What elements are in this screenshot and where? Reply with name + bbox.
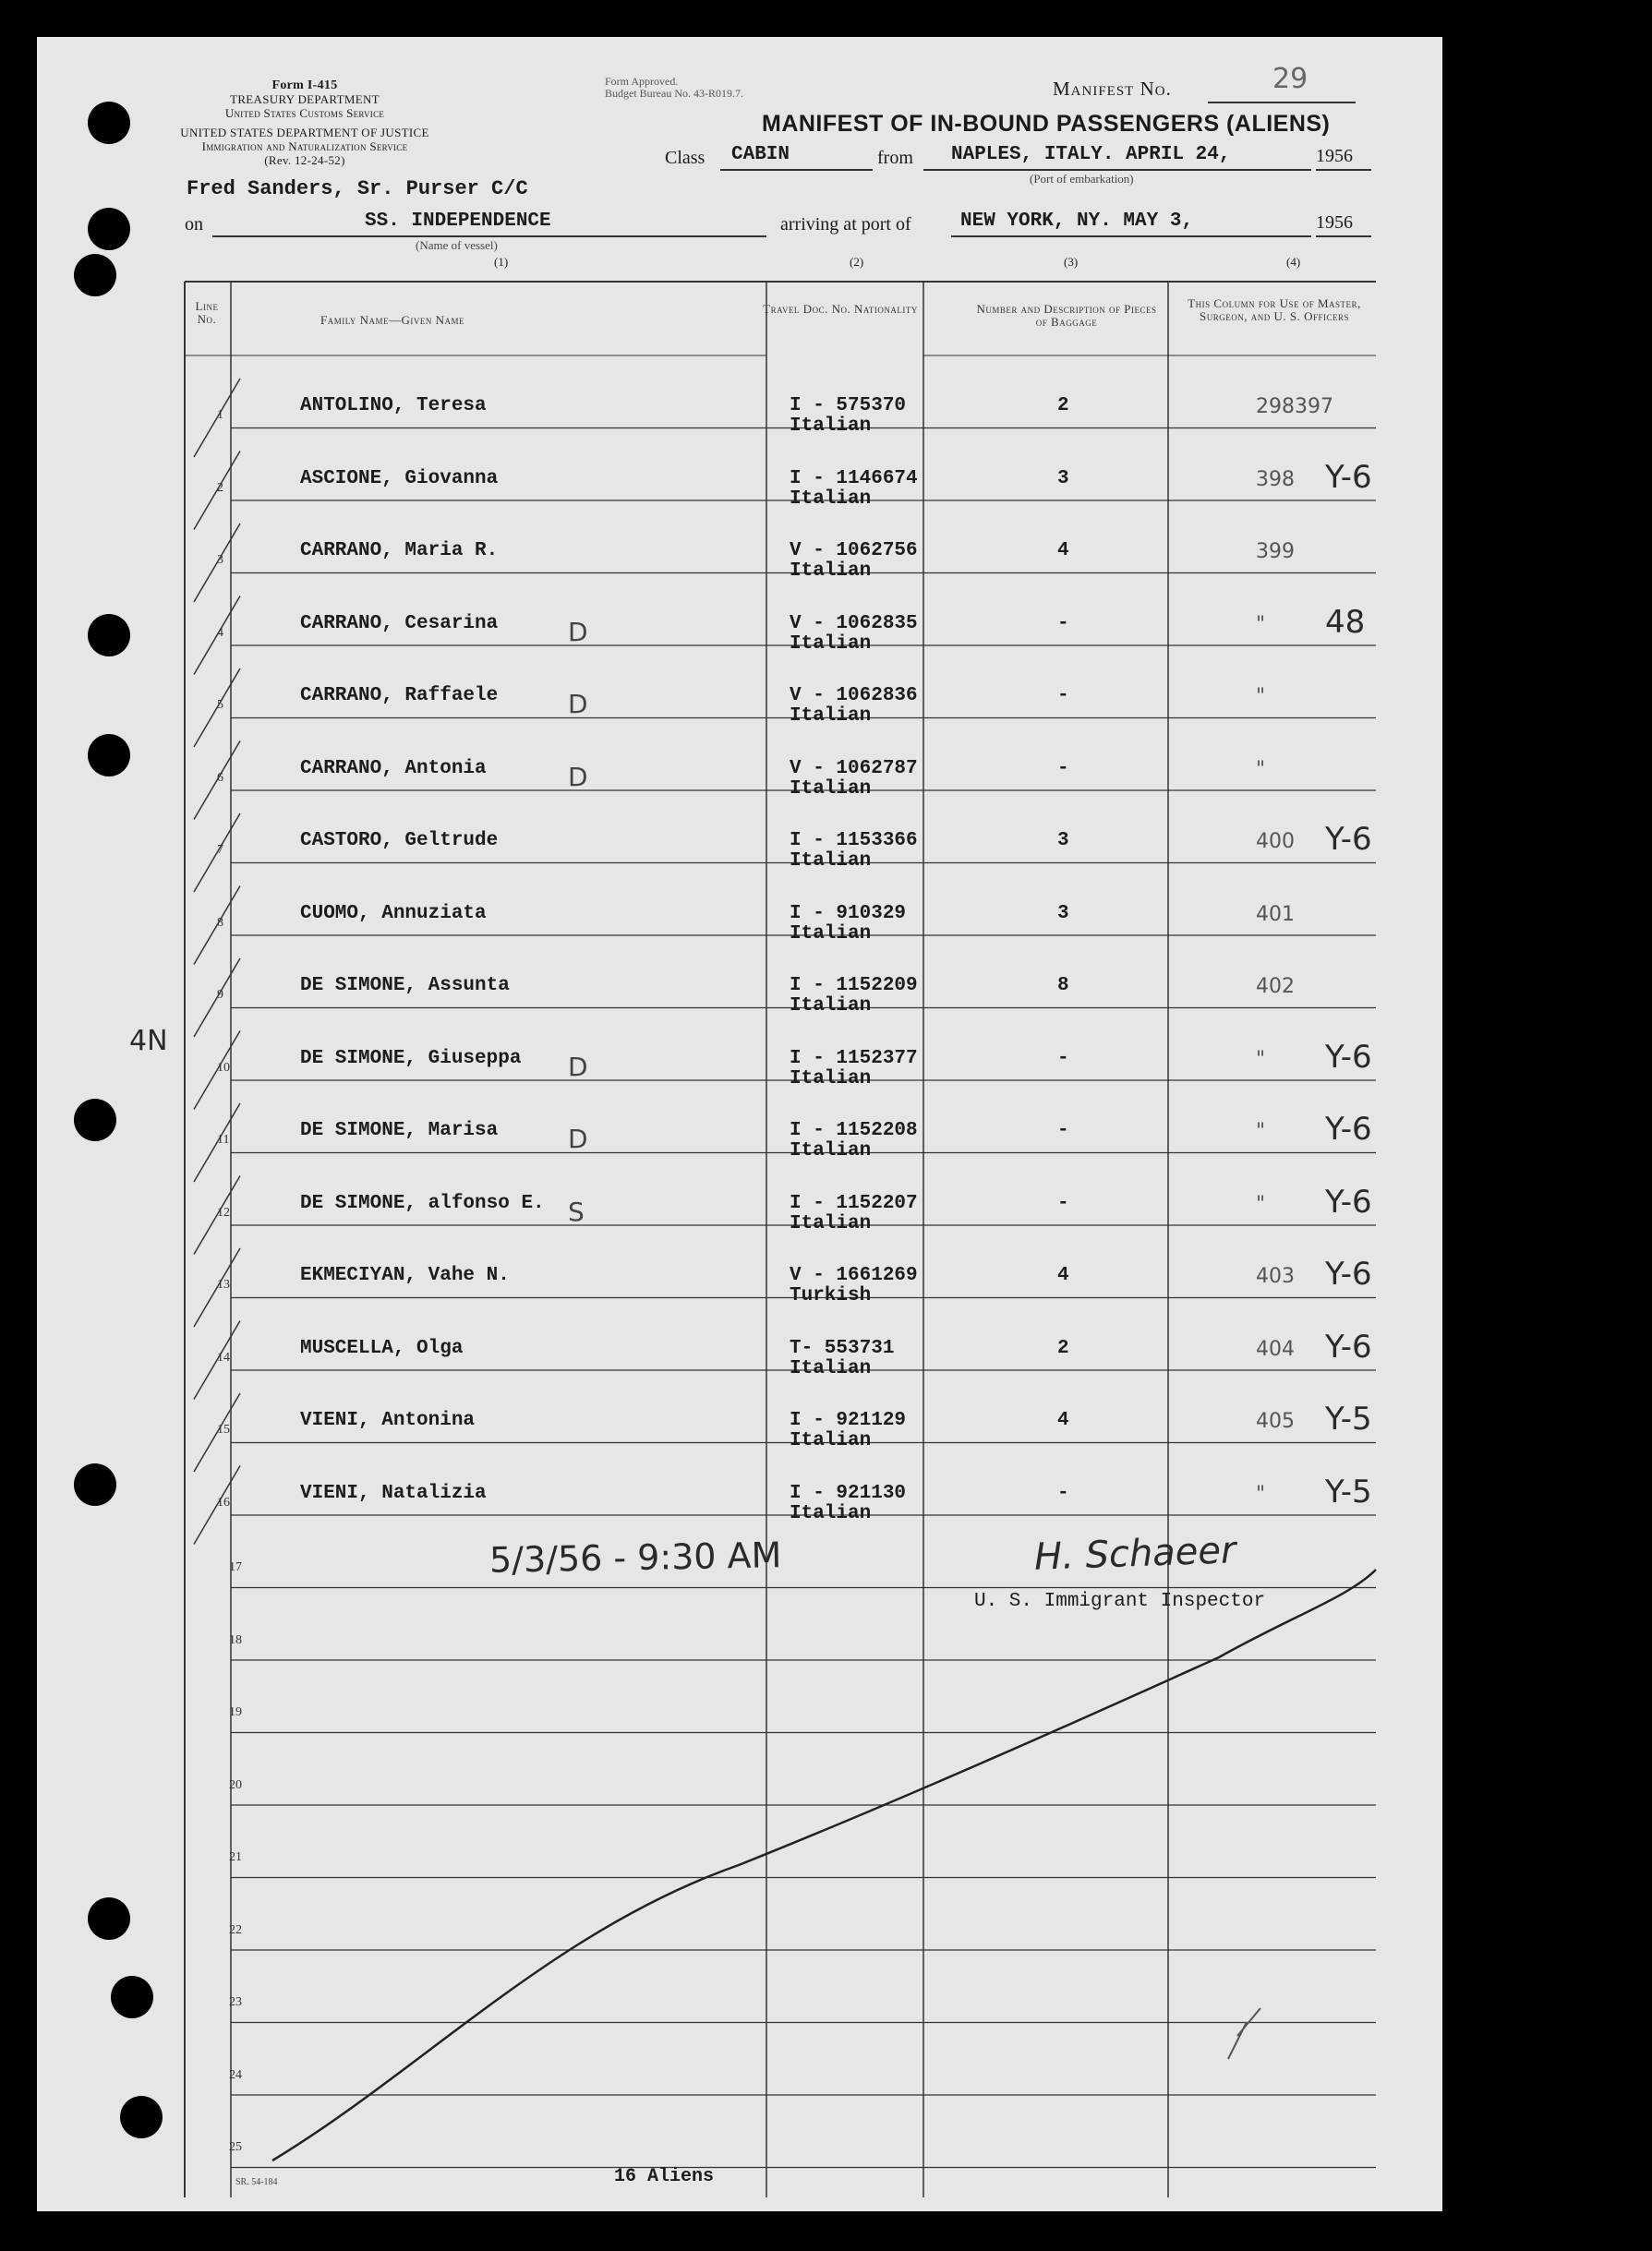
passenger-name: EKMECIYAN, Vahe N. [300, 1265, 510, 1286]
baggage-count: 2 [1057, 395, 1069, 416]
line-number: 18 [229, 1632, 242, 1647]
travel-doc-no: V - 1062756 [790, 540, 918, 561]
nationality: Turkish [790, 1285, 872, 1306]
officer-number: " [1256, 1482, 1266, 1506]
line-number: 25 [229, 2140, 242, 2154]
class-value: CABIN [731, 144, 790, 165]
officer-number: 402 [1256, 975, 1295, 998]
officer-number: " [1256, 1192, 1266, 1216]
line-number: 3 [217, 553, 223, 567]
officer-number: " [1256, 1047, 1266, 1071]
line-number: 13 [217, 1278, 230, 1292]
line-number: 16 [217, 1495, 230, 1510]
line-number: 24 [229, 2067, 242, 2082]
officer-mark: Y-5 [1325, 1401, 1372, 1438]
nationality: Italian [790, 1212, 872, 1234]
vessel-caption: (Name of vessel) [416, 238, 498, 252]
line-number: 22 [229, 1922, 242, 1937]
binder-hole [74, 1463, 116, 1506]
treasury-dept: TREASURY DEPARTMENT [230, 92, 380, 106]
travel-doc-no: I - 1146674 [790, 467, 918, 489]
class-label: Class [665, 148, 705, 168]
travel-doc-no: I - 1152208 [790, 1120, 918, 1141]
travel-doc-no: V - 1661269 [790, 1265, 918, 1286]
d-mark: D [568, 1051, 588, 1082]
binder-hole [74, 1099, 116, 1141]
header-travel-doc: Travel Doc. No. Nationality [763, 302, 918, 316]
baggage-count: - [1057, 685, 1069, 706]
passenger-name: DE SIMONE, alfonso E. [300, 1192, 545, 1214]
manifest-page [37, 37, 1442, 2211]
officer-mark: Y-6 [1325, 1038, 1372, 1076]
passenger-name: VIENI, Natalizia [300, 1482, 487, 1504]
nationality: Italian [790, 1140, 872, 1162]
arrival-date-time: 5/3/56 - 9:30 AM [488, 1535, 782, 1581]
officer-mark: Y-6 [1325, 1328, 1372, 1366]
officer-number: " [1256, 685, 1266, 708]
passenger-name: ANTOLINO, Teresa [300, 395, 487, 416]
revision: (Rev. 12-24-52) [264, 153, 345, 167]
vessel-name: SS. INDEPENDENCE [365, 211, 551, 232]
footer-total: 16 Aliens [614, 2166, 715, 2187]
purser-name: Fred Sanders, Sr. Purser C/C [187, 177, 528, 200]
officer-mark: 48 [1325, 603, 1366, 641]
nationality: Italian [790, 1502, 872, 1524]
line-number: 5 [217, 698, 223, 712]
header-name: Family Name—Given Name [320, 313, 464, 327]
baggage-count: 4 [1057, 540, 1069, 561]
officer-number: 401 [1256, 902, 1295, 926]
line-number: 8 [217, 915, 223, 930]
line-number: 2 [217, 480, 223, 495]
line-number: 10 [217, 1060, 230, 1075]
passenger-name: CARRANO, Maria R. [300, 540, 499, 561]
officer-mark: Y-6 [1325, 821, 1372, 858]
officer-number: 400 [1256, 830, 1295, 853]
travel-doc-no: V - 1062836 [790, 685, 918, 706]
officer-mark: Y-5 [1325, 1473, 1372, 1511]
form-number: Form I-415 [271, 78, 338, 92]
officer-number: 403 [1256, 1265, 1295, 1288]
baggage-count: 4 [1057, 1410, 1069, 1431]
baggage-count: - [1057, 1482, 1069, 1504]
baggage-count: - [1057, 1192, 1069, 1214]
year-1: 1956 [1316, 146, 1353, 166]
officer-mark: Y-6 [1325, 1256, 1372, 1293]
line-number: 7 [217, 843, 223, 857]
binder-hole [74, 254, 116, 296]
nationality: Italian [790, 415, 872, 437]
port-embark-caption: (Port of embarkation) [1030, 172, 1134, 186]
line-number: 20 [229, 1777, 242, 1792]
passenger-name: CUOMO, Annuziata [300, 902, 487, 924]
baggage-count: - [1057, 612, 1069, 634]
baggage-count: 4 [1057, 1265, 1069, 1286]
header-line-no: Line No. [195, 299, 219, 326]
year-2: 1956 [1316, 212, 1353, 233]
officer-number: 398 [1256, 467, 1295, 491]
officer-number: " [1256, 612, 1266, 636]
d-mark: S [568, 1196, 585, 1227]
officer-number: 298397 [1256, 395, 1333, 418]
travel-doc-no: V - 1062787 [790, 757, 918, 779]
passenger-name: CARRANO, Antonia [300, 757, 487, 779]
travel-doc-no: I - 1152377 [790, 1047, 918, 1069]
travel-doc-no: T- 553731 [790, 1337, 895, 1359]
binder-hole [88, 734, 130, 776]
baggage-count: - [1057, 757, 1069, 779]
travel-doc-no: I - 910329 [790, 902, 907, 924]
travel-doc-no: I - 1153366 [790, 830, 918, 851]
travel-doc-no: I - 921130 [790, 1482, 907, 1504]
approved-line2: Budget Bureau No. 43-R019.7. [605, 87, 743, 100]
passenger-name: VIENI, Antonina [300, 1410, 476, 1431]
d-mark: D [568, 1124, 588, 1154]
baggage-count: 2 [1057, 1337, 1069, 1359]
line-number: 19 [229, 1705, 242, 1719]
baggage-count: - [1057, 1120, 1069, 1141]
nationality: Italian [790, 632, 872, 655]
header-officers: This Column for Use of Master, Surgeon, and U. S. Officers [1188, 296, 1361, 323]
void-diagonal-line [37, 37, 1442, 2211]
arriving-label: arriving at port of [780, 214, 911, 235]
approved-line1: Form Approved. [605, 75, 679, 88]
nationality: Italian [790, 560, 872, 582]
on-label: on [185, 214, 203, 235]
binder-hole [88, 1897, 130, 1940]
officer-mark: Y-6 [1325, 1111, 1372, 1148]
d-mark: D [568, 761, 588, 792]
officer-number: 404 [1256, 1337, 1295, 1361]
col-num-1: (1) [494, 255, 509, 269]
passenger-name: ASCIONE, Giovanna [300, 467, 499, 489]
travel-doc-no: I - 1152207 [790, 1192, 918, 1214]
line-number: 17 [229, 1560, 242, 1574]
ins-service: Immigration and Naturalization Service [201, 139, 408, 153]
baggage-count: 3 [1057, 902, 1069, 924]
line-number: 15 [217, 1423, 230, 1437]
nationality: Italian [790, 777, 872, 800]
travel-doc-no: I - 921129 [790, 1410, 907, 1431]
nationality: Italian [790, 1357, 872, 1379]
arriving-value: NEW YORK, NY. MAY 3, [960, 211, 1194, 232]
customs-service: United States Customs Service [224, 106, 385, 120]
line-number: 23 [229, 1995, 242, 2009]
nationality: Italian [790, 488, 872, 510]
travel-doc-no: I - 1152209 [790, 975, 918, 996]
officer-number: " [1256, 757, 1266, 781]
manifest-no-label: Manifest No. [1053, 78, 1172, 100]
officer-number: " [1256, 1120, 1266, 1143]
officer-mark: Y-6 [1325, 1183, 1372, 1221]
binder-hole [88, 614, 130, 656]
line-number: 6 [217, 770, 223, 785]
baggage-count: 3 [1057, 467, 1069, 489]
from-label: from [877, 148, 913, 168]
inspector-signature: H. Schaeer [1033, 1529, 1237, 1579]
officer-number: 399 [1256, 540, 1295, 563]
baggage-count: 8 [1057, 975, 1069, 996]
passenger-name: CARRANO, Cesarina [300, 612, 499, 634]
line-number: 12 [217, 1205, 230, 1220]
passenger-name: CASTORO, Geltrude [300, 830, 499, 851]
binder-hole [88, 208, 130, 250]
manifest-title: MANIFEST OF IN-BOUND PASSENGERS (ALIENS) [762, 111, 1331, 137]
officer-mark: Y-6 [1325, 458, 1372, 496]
nationality: Italian [790, 1067, 872, 1089]
passenger-name: DE SIMONE, Giuseppa [300, 1047, 522, 1069]
footer-code: SR. 54-184 [235, 2177, 278, 2187]
baggage-count: 3 [1057, 830, 1069, 851]
passenger-name: DE SIMONE, Assunta [300, 975, 510, 996]
nationality: Italian [790, 922, 872, 945]
d-mark: D [568, 689, 588, 719]
margin-mark: 4N [129, 1025, 168, 1057]
inspector-title: U. S. Immigrant Inspector [974, 1591, 1266, 1612]
header-baggage: Number and Description of Pieces of Baggage [976, 302, 1157, 329]
d-mark: D [568, 616, 588, 647]
baggage-count: - [1057, 1047, 1069, 1069]
from-value: NAPLES, ITALY. APRIL 24, [951, 144, 1231, 165]
travel-doc-no: I - 575370 [790, 395, 907, 416]
passenger-name: DE SIMONE, Marisa [300, 1120, 499, 1141]
nationality: Italian [790, 1430, 872, 1451]
binder-hole [88, 102, 130, 144]
passenger-name: MUSCELLA, Olga [300, 1337, 464, 1359]
nationality: Italian [790, 995, 872, 1017]
binder-hole [111, 1976, 153, 2018]
line-number: 9 [217, 988, 223, 1002]
passenger-name: CARRANO, Raffaele [300, 685, 499, 706]
travel-doc-no: V - 1062835 [790, 612, 918, 634]
line-number: 21 [229, 1850, 242, 1864]
manifest-number: 29 [1272, 63, 1308, 95]
binder-hole [120, 2096, 163, 2138]
col-num-3: (3) [1064, 255, 1079, 269]
col-num-4: (4) [1286, 255, 1301, 269]
line-number: 4 [217, 625, 223, 640]
col-num-2: (2) [850, 255, 864, 269]
line-number: 14 [217, 1350, 230, 1365]
line-number: 11 [217, 1133, 230, 1147]
nationality: Italian [790, 850, 872, 872]
justice-dept: UNITED STATES DEPARTMENT OF JUSTICE [180, 126, 429, 139]
line-number: 1 [217, 408, 223, 422]
officer-number: 405 [1256, 1410, 1295, 1433]
nationality: Italian [790, 705, 872, 727]
